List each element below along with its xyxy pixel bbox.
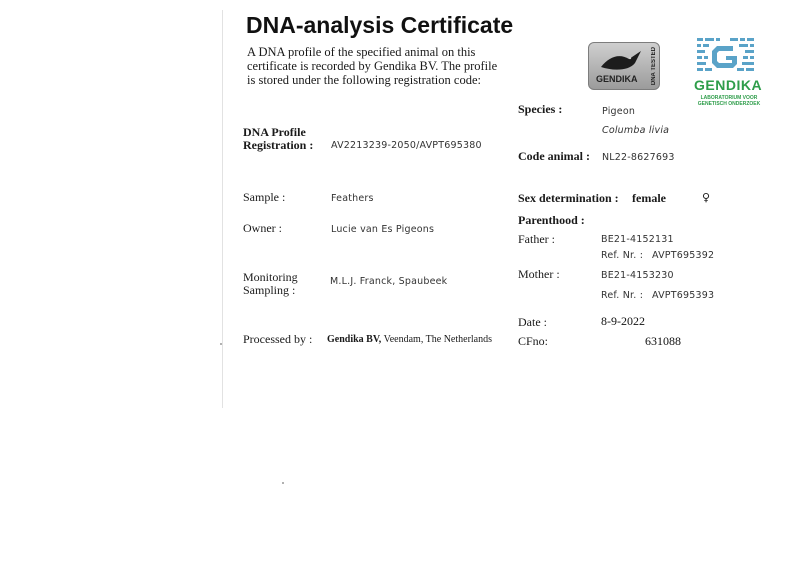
badge-label: GENDIKA <box>596 74 638 84</box>
monitoring-label-line2: Sampling : <box>243 283 296 297</box>
species-label: Species : <box>518 102 563 116</box>
father-code: BE21-4152131 <box>601 234 674 245</box>
monitoring-value: M.L.J. Franck, Spaubeek <box>330 276 448 287</box>
badge-side-text: DNA TESTED <box>651 47 657 86</box>
gendika-logo-subtitle: LABORATORIUM VOOR GENETISCH ONDERZOEK <box>697 95 761 107</box>
certificate-title: DNA-analysis Certificate <box>246 12 514 38</box>
profile-label-line2: Registration : <box>243 138 314 152</box>
page-edge <box>222 10 223 408</box>
female-symbol-icon: ♀ <box>702 191 711 204</box>
intro-text: A DNA profile of the specified animal on this certificate is recorded by Gendika BV. The profile is stored under the following registration code: <box>247 45 498 87</box>
gendika-logo-text: GENDIKA <box>694 77 763 93</box>
profile-label-line1: DNA Profile <box>243 125 306 139</box>
profile-registration-value: AV2213239-2050/AVPT695380 <box>331 140 482 151</box>
processed-value <box>327 334 492 345</box>
code-animal-label: Code animal : <box>518 149 590 163</box>
mother-label: Mother : <box>518 267 560 281</box>
mother-ref-value: AVPT695393 <box>652 290 715 301</box>
father-ref-label: Ref. Nr. : <box>601 250 644 261</box>
cfno-value: 631088 <box>645 334 681 348</box>
dove-icon <box>599 49 643 73</box>
father-ref-value: AVPT695392 <box>652 250 715 261</box>
parenthood-label: Parenthood : <box>518 213 585 227</box>
species-latin-value: Columba livia <box>602 125 670 136</box>
scan-speck <box>282 482 284 484</box>
monitoring-label-line1: Monitoring <box>243 270 298 284</box>
sex-value: female <box>632 191 666 205</box>
processed-location: Veendam, The Netherlands <box>383 334 493 345</box>
date-label: Date : <box>518 315 547 329</box>
species-common-value: Pigeon <box>602 106 636 117</box>
processed-label: Processed by : <box>243 332 313 346</box>
code-animal-value: NL22-8627693 <box>602 152 675 163</box>
scan-speck <box>220 343 222 345</box>
sample-label: Sample : <box>243 190 286 204</box>
date-value: 8-9-2022 <box>601 314 645 328</box>
dna-tested-badge <box>588 42 660 90</box>
gendika-logo-icon <box>695 36 757 76</box>
father-label: Father : <box>518 232 555 246</box>
mother-ref-label: Ref. Nr. : <box>601 290 644 301</box>
owner-label: Owner : <box>243 221 282 235</box>
processed-company: Gendika BV, <box>327 334 382 345</box>
sample-value: Feathers <box>331 193 374 204</box>
sex-label: Sex determination : <box>518 191 619 205</box>
mother-code: BE21-4153230 <box>601 270 674 281</box>
cfno-label: CFno: <box>518 334 549 348</box>
owner-value: Lucie van Es Pigeons <box>331 224 435 235</box>
